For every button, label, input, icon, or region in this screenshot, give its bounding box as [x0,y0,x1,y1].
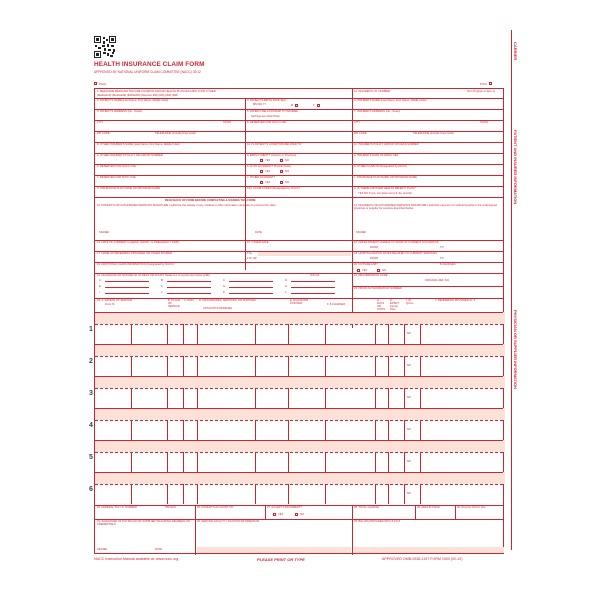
item2-label: 2. PATIENT'S NAME (Last Name, First Name, Middle Initial) [97,99,169,102]
footer-print: PLEASE PRINT OR TYPE [257,557,305,562]
item6-label: 6. PATIENT RELATIONSHIP TO INSURED [247,110,299,113]
item22-label: 22. RESUBMISSION CODE [354,274,388,277]
service-line-number: 4 [89,422,93,429]
qr-code-icon [94,36,116,58]
pica-left: PICA [94,82,106,86]
item10b-label: b. AUTO ACCIDENT? PLACE (State) [247,165,292,168]
service-line-shaded[interactable] [95,472,505,484]
service-line-number: 6 [89,486,93,493]
diagnosis-underline [229,293,273,294]
item10c-yes-checkbox[interactable] [260,181,263,184]
service-line-shaded[interactable] [95,376,505,388]
item24a-head: 24. A. DATE(S) OF SERVICE [97,299,133,302]
item12-label: 12. PATIENT'S OR AUTHORIZED PERSON'S SIGNATURE I authorize the release of any medical or other information necessary to process this claim. [97,204,277,207]
npi-label: NPI [407,492,412,495]
item20-yes-checkbox[interactable] [357,269,360,272]
item12-signed: SIGNED [99,231,110,234]
npi-label: NPI [407,396,412,399]
npi-label: NPI [407,428,412,431]
service-line-shaded[interactable] [95,408,505,420]
side-physician-supplier: PHYSICIAN OR SUPPLIER INFORMATION [513,310,518,390]
item25-label: 25. FEDERAL TAX I.D. NUMBER [97,506,137,509]
item9b-label: b. RESERVED FOR NUCC USE [97,165,136,168]
service-line-number: 1 [89,326,93,333]
item19-label: 19. ADDITIONAL CLAIM INFORMATION (Designated by NUCC) [97,263,174,266]
pica-right: PICA [480,82,492,86]
diagnosis-slot[interactable]: H. [285,285,288,288]
npi-label: NPI [407,460,412,463]
footer-nucc: NUCC Instruction Manual available at: www.nucc.org [94,557,179,561]
item24f-head: F. $ CHARGES [327,303,346,306]
diagnosis-underline [291,287,335,288]
item31-date: DATE [155,548,162,551]
service-line-number: 3 [89,390,93,397]
item10a-label: a. EMPLOYMENT? (Current or Previous) [247,154,297,157]
form-frame: 1. MEDICARE MEDICAID TRICARE CHAMPVA GROUP HEALTH PLAN FECA BLK LUNG OTHER (Medicare#) (Medicaid#) (ID#/DoD#) (Member ID#) (ID#) (ID#) (ID#) 1a. INSURED'S I.D. NUMBER (For Program in Item 1) 2. PATIENT'S NAME (Last Name, First Name, Middle Initial) 3. PATIENT'S BIRTH DATE SEX 4. INSURED'S NAME (Last Name, First Name, Middle Initial) MM DD YY M F 5. PATIENT'S ADDRESS (No., Street) 6. PATIENT RELATIONSHIP TO INSURED 7. INSURED'S ADDRESS (No., Street) Self Spouse Child Other CITY STATE 8. RESERVED FOR NUCC USE CITY STATE ZIP CODE TELEPHONE (Include Area Code) ZIP CODE TELEPHONE (Include Area Code) 9. OTHER INSURED'S NAME (Last Name, First Name, Middle Initial) 10. IS PATIENT'S CONDITION RELATED TO: 11. INSURED'S POLICY GROUP OR FECA NUMBER a. OTHER INSURED'S POLICY OR GROUP NUMBER a. EMPLOYMENT? (Current or Previous) a. INSURED'S DATE OF BIRTH SEX YES NO b. RESERVED FOR NUCC USE b. AUTO ACCIDENT? PLACE (State) b. OTHER CLAIM ID (Designated by NUCC) YES NO c. RESERVED FOR NUCC USE c. OTHER ACCIDENT? c. INSURANCE PLAN NAME OR PROGRAM NAME YES NO d. INSURANCE PLAN NAME OR PROGRAM NAME 10d. CLAIM CODES (Designated by NUCC) d. IS THERE ANOTHER HEALTH BENEFIT PLAN? YES NO If yes, complete items 9, 9a, and 9d. READ BACK OF FORM BEFORE COMPLETING & SIGNING THIS FORM. 12. PATIENT'S OR AUTHORIZED PERSON'S SIGNATURE I authorize the release of any medical or other information necessary to process this claim. 13. INSURED'S OR AUTHORIZED PERSON'S SIGNATURE I authorize payment of medical benefits to the undersigned physician or supplier for services described below. SIGNED DATE SIGNED 14. DATE OF CURRENT ILLNESS, INJURY, or PREGNANCY (LMP) 15. OTHER DATE 16. DATES PATIENT UNABLE TO WORK IN CURRENT OCCUPATION FROM TO 17. NAME OF REFERRING PROVIDER OR OTHER SOURCE 17a. 17b. NPI 18. HOSPITALIZATION DATES RELATED TO CURRENT SERVICES FROM TO 19. ADDITIONAL CLAIM INFORMATION (Designated by NUCC) 20. OUTSIDE LAB? $ CHARGES YES NO 21. DIAGNOSIS OR NATURE OF ILLNESS OR INJURY Relate A-L to service line below (24E) ICD Ind. 22. RESUBMISSION CODE ORIGINAL REF. NO. A. B. C. D. E. F. G. H. I. J. K. L. 23. PRIOR AUTHORIZATION NUMBER 24. A. DATE(S) OF SERVICE From To B. PLACE OF SERVICE C. EMG D. PROCEDURES, SERVICES, OR SUPPLIES CPT/HCPCS MODIFIER E. DIAGNOSIS POINTER F. $ CHARGES G. DAYS OR UNITS H. EPSDT Family Plan I. ID. QUAL. J. RENDERING PROVIDER ID. # 1 NPI 2 NPI 3 NPI 4 NPI 5 NPI 6 NPI 25. FEDERAL TAX I.D. NUMBER SSN EIN 26. PATIENT'S ACCOUNT NO. 27. ACCEPT ASSIGNMENT? YES NO 28. TOTAL CHARGE 29. AMOUNT PAID 30. Rsvd for NUCC Use 31. SIGNATURE OF PHYSICIAN OR SUPPLIER INCLUDING DEGREES OR CREDENTIALS 32. SERVICE FACILITY LOCATION INFORMATION 33. BILLING PROVIDER INFO & PH # SIGNED DATE [94,88,504,554]
item24b-head: B. PLACE OF SERVICE [168,299,181,308]
city-label: CITY [97,121,104,124]
item1-sub: (Medicare#) (Medicaid#) (ID#/DoD#) (Member ID#) (ID#) (ID#) (ID#) [97,94,178,97]
sex-f-checkbox[interactable] [317,104,320,107]
npi-label: NPI [407,332,412,335]
item11b-label: b. OTHER CLAIM ID (Designated by NUCC) [354,165,408,168]
diagnosis-underline [229,281,273,282]
item13-label: 13. INSURED'S OR AUTHORIZED PERSON'S SIGNATURE I authorize payment of medical benefits to the undersigned physician or supplier for services described below. [354,204,497,210]
service-line-shaded[interactable] [95,344,505,356]
item26-label: 26. PATIENT'S ACCOUNT NO. [197,506,235,509]
diagnosis-slot[interactable]: D. [285,279,288,282]
item27-yes-checkbox[interactable] [273,513,276,516]
diagnosis-underline [291,281,335,282]
item10c-no-checkbox[interactable] [280,181,283,184]
item3-date-head: MM DD YY [253,103,267,106]
readback-notice: READ BACK OF FORM BEFORE COMPLETING & SIGNING THIS FORM. [165,199,256,202]
item1-label: 1. MEDICARE MEDICAID TRICARE CHAMPVA GROUP HEALTH PLAN FECA BLK LUNG OTHER [97,90,216,93]
diagnosis-slot[interactable]: C. [223,279,226,282]
item24e-head: E. DIAGNOSIS POINTER [290,299,309,305]
diagnosis-slot[interactable]: K. [223,291,226,294]
item14-label: 14. DATE OF CURRENT ILLNESS, INJURY, or PREGNANCY (LMP) [97,241,180,244]
item24d-head: D. PROCEDURES, SERVICES, OR SUPPLIES [199,299,256,302]
diagnosis-slot[interactable]: L. [285,291,288,294]
item12-date: DATE [255,231,262,234]
footer-omb: APPROVED OMB-0938-1197 FORM 1500 (02-12) [382,557,463,561]
item1a-note: (For Program in Item 1) [467,90,495,93]
tel-label: TELEPHONE (Include Area Code) [155,132,196,135]
item16-label: 16. DATES PATIENT UNABLE TO WORK IN CURRENT OCCUPATION [354,241,440,244]
diagnosis-slot[interactable]: B. [161,279,164,282]
diagnosis-underline [229,287,273,288]
item20-label: 20. OUTSIDE LAB? [354,263,378,266]
item24h-head: H. EPSDT Family Plan [390,299,399,311]
diagnosis-slot[interactable]: F. [161,285,164,288]
side-patient-insured: PATIENT AND INSURED INFORMATION [513,130,518,205]
service-line-number: 5 [89,454,93,461]
item20-no-checkbox[interactable] [377,269,380,272]
item25-ssn-ein: SSN EIN [165,506,176,509]
item9-label: 9. OTHER INSURED'S NAME (Last Name, First Name, Middle Initial) [97,143,180,146]
item24g-head: G. DAYS OR UNITS [377,299,386,311]
item27-label: 27. ACCEPT ASSIGNMENT? [267,506,303,509]
item15-label: 15. OTHER DATE [247,241,269,244]
item24d-sub: CPT/HCPCS MODIFIER [203,307,233,310]
diagnosis-underline [291,293,335,294]
diagnosis-slot[interactable]: E. [99,285,102,288]
diagnosis-slot[interactable]: I. [99,291,101,294]
item8-label: 8. RESERVED FOR NUCC USE [247,121,286,124]
service-line-number: 2 [89,358,93,365]
item9c-label: c. RESERVED FOR NUCC USE [97,176,136,179]
item9a-label: a. OTHER INSURED'S POLICY OR GROUP NUMBER [97,154,163,157]
item11d-label: d. IS THERE ANOTHER HEALTH BENEFIT PLAN? [354,187,416,190]
service-line-shaded[interactable] [95,312,505,324]
service-line-shaded[interactable] [95,440,505,452]
item10c-label: c. OTHER ACCIDENT? [247,176,276,179]
item7-label: 7. INSURED'S ADDRESS (No., Street) [354,110,401,113]
item24i-head: I. ID. QUAL. [406,299,415,305]
item3-label: 3. PATIENT'S BIRTH DATE SEX [247,99,286,102]
item11c-label: c. INSURANCE PLAN NAME OR PROGRAM NAME [354,176,417,179]
item31-label: 31. SIGNATURE OF PHYSICIAN OR SUPPLIER INCLUDING DEGREES OR CREDENTIALS [97,520,190,526]
item10a-no-checkbox[interactable] [280,159,283,162]
item6-options: Self Spouse Child Other [251,115,280,118]
item5-label: 5. PATIENT'S ADDRESS (No., Street) [97,110,143,113]
item4-label: 4. INSURED'S NAME (Last Name, First Name, Middle Initial) [354,99,427,102]
item10d-label: 10d. CLAIM CODES (Designated by NUCC) [247,187,300,190]
item10b-no-checkbox[interactable] [280,170,283,173]
item17-label: 17. NAME OF REFERRING PROVIDER OR OTHER SOURCE [97,252,173,255]
item1a-label: 1a. INSURED'S I.D. NUMBER [354,90,391,93]
item20-charges: $ CHARGES [440,263,456,266]
icd-ind-label: ICD Ind. [310,274,320,277]
side-carrier: CARRIER [513,42,518,61]
item27-no-checkbox[interactable] [295,513,298,516]
diagnosis-underline [167,287,211,288]
item33-label: 33. BILLING PROVIDER INFO & PH # [354,520,400,523]
diagnosis-slot[interactable]: A. [99,279,102,282]
item21-label: 21. DIAGNOSIS OR NATURE OF ILLNESS OR INJURY Relate A-L to service line below (24E) [97,274,210,277]
diagnosis-underline [105,287,149,288]
item28-label: 28. TOTAL CHARGE [354,506,379,509]
item30-label: 30. Rsvd for NUCC Use [457,506,486,509]
diagnosis-underline [167,293,211,294]
diagnosis-slot[interactable]: G. [223,285,226,288]
item24c-head: C. EMG [184,299,194,302]
item24a-sub: From To [105,303,115,306]
item10a-yes-checkbox[interactable] [260,159,263,162]
diagnosis-underline [105,281,149,282]
state-label: STATE [223,121,232,124]
item32-label: 32. SERVICE FACILITY LOCATION INFORMATION [197,520,260,523]
diagnosis-slot[interactable]: J. [161,291,164,294]
item11-label: 11. INSURED'S POLICY GROUP OR FECA NUMBER [354,143,419,146]
npi-label: NPI [407,364,412,367]
sex-m-checkbox[interactable] [295,104,298,107]
zip-label: ZIP CODE [97,132,110,135]
diagnosis-underline [167,281,211,282]
item22-ref: ORIGINAL REF. NO. [425,279,450,282]
form-title: HEALTH INSURANCE CLAIM FORM [94,61,205,68]
diagnosis-underline [105,293,149,294]
item18-label: 18. HOSPITALIZATION DATES RELATED TO CURRENT SERVICES [354,252,437,255]
item9d-label: d. INSURANCE PLAN NAME OR PROGRAM NAME [97,187,161,190]
item24j-head: J. RENDERING PROVIDER ID. # [435,299,476,302]
item17a-label: 17a. [247,252,253,255]
item11a-label: a. INSURED'S DATE OF BIRTH SEX [354,154,399,157]
item10-label: 10. IS PATIENT'S CONDITION RELATED TO: [247,143,302,146]
item10b-yes-checkbox[interactable] [260,170,263,173]
item31-signed: SIGNED [97,548,108,551]
claim-form-sheet [82,30,518,562]
item13-signed: SIGNED [356,231,367,234]
item23-label: 23. PRIOR AUTHORIZATION NUMBER [354,287,402,290]
item17b-label: 17b. NPI [247,257,258,260]
form-approved-line: APPROVED BY NATIONAL UNIFORM CLAIM COMMITTEE (NUCC) 02/12 [94,70,201,74]
item11d-options: YES NO If yes, complete items 9, 9a, and 9d. [358,192,413,195]
item29-label: 29. AMOUNT PAID [417,506,440,509]
